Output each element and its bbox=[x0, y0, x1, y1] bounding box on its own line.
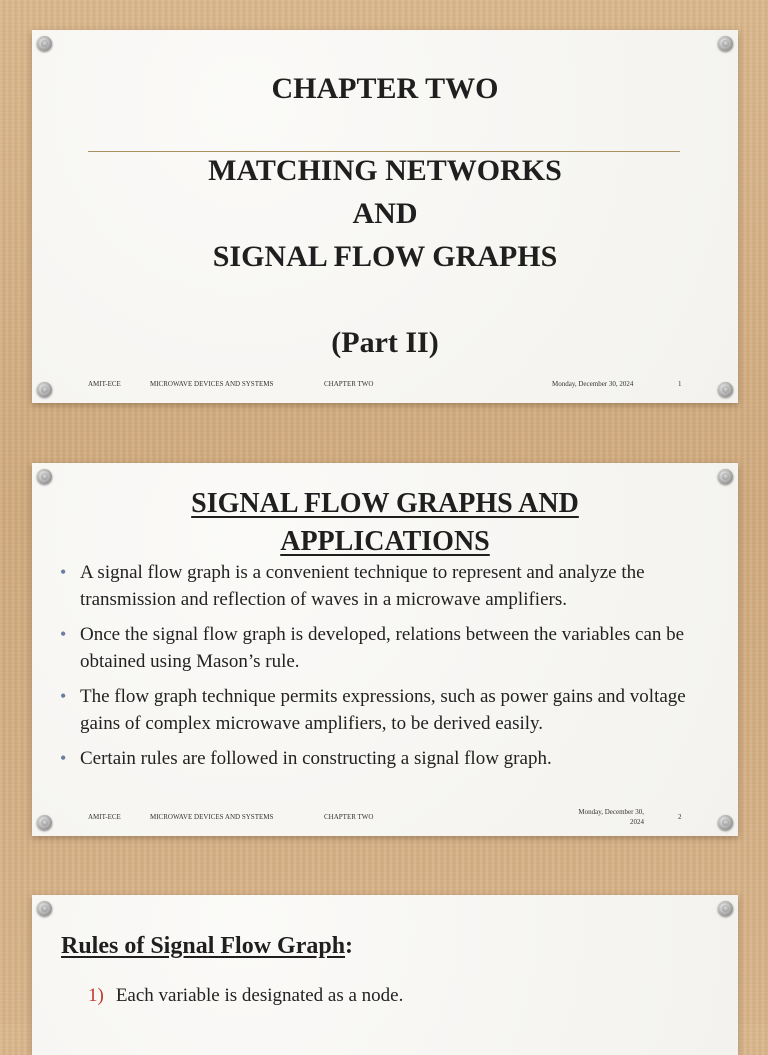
footer-chapter: CHAPTER TWO bbox=[324, 813, 374, 821]
slide-title bbox=[32, 149, 738, 278]
list-item bbox=[88, 985, 403, 1007]
title-line: SIGNAL FLOW GRAPHS bbox=[212, 240, 558, 273]
item-number: 1) bbox=[88, 985, 104, 1006]
footer-page-number: 1 bbox=[678, 380, 682, 388]
footer-org: AMIT-ECE bbox=[88, 380, 121, 388]
footer-course: MICROWAVE DEVICES AND SYSTEMS bbox=[150, 380, 274, 388]
footer-course: MICROWAVE DEVICES AND SYSTEMS bbox=[150, 813, 274, 821]
pin-icon bbox=[37, 901, 52, 916]
title-line: AND bbox=[352, 197, 418, 230]
slide-title bbox=[32, 485, 738, 561]
slide-title bbox=[61, 933, 353, 960]
bullet-item: • Once the signal flow graph is developed, relations between the variables can be obtained using Mason’s rule. bbox=[60, 621, 712, 675]
slide-footer bbox=[32, 808, 738, 833]
footer-org: AMIT-ECE bbox=[88, 813, 121, 821]
bullet-item: • The flow graph technique permits expressions, such as power gains and voltage gains of complex microwave amplifiers, to be derived easily. bbox=[60, 683, 712, 737]
title-text: Rules of Signal Flow Graph bbox=[61, 933, 346, 959]
item-text: Each variable is designated as a node. bbox=[115, 985, 404, 1006]
footer-date-line: Monday, December 30, bbox=[578, 808, 644, 816]
footer-date-line: 2024 bbox=[630, 818, 644, 826]
part-label: (Part II) bbox=[331, 326, 439, 359]
pin-icon bbox=[718, 469, 733, 484]
footer-date: Monday, December 30, 2024 bbox=[552, 380, 634, 388]
pin-icon bbox=[718, 36, 733, 51]
pin-icon bbox=[718, 901, 733, 916]
title-line: SIGNAL FLOW GRAPHS AND bbox=[191, 488, 579, 519]
title-line: MATCHING NETWORKS bbox=[208, 154, 562, 187]
footer-chapter: CHAPTER TWO bbox=[324, 380, 374, 388]
slide-1 bbox=[32, 30, 738, 403]
chapter-heading: CHAPTER TWO bbox=[271, 72, 499, 105]
pin-icon bbox=[37, 36, 52, 51]
title-line: APPLICATIONS bbox=[280, 526, 490, 557]
bullet-list bbox=[60, 559, 712, 780]
slide-2 bbox=[32, 463, 738, 836]
title-colon: : bbox=[345, 933, 354, 959]
pin-icon bbox=[37, 469, 52, 484]
footer-page-number: 2 bbox=[678, 813, 682, 821]
bullet-item: • A signal flow graph is a convenient technique to represent and analyze the transmission and reflection of waves in a microwave amplifiers. bbox=[60, 559, 712, 613]
slide-footer bbox=[32, 380, 738, 400]
bullet-item: • Certain rules are followed in constructing a signal flow graph. bbox=[60, 745, 712, 772]
footer-date bbox=[562, 807, 644, 827]
slide-3 bbox=[32, 895, 738, 1055]
